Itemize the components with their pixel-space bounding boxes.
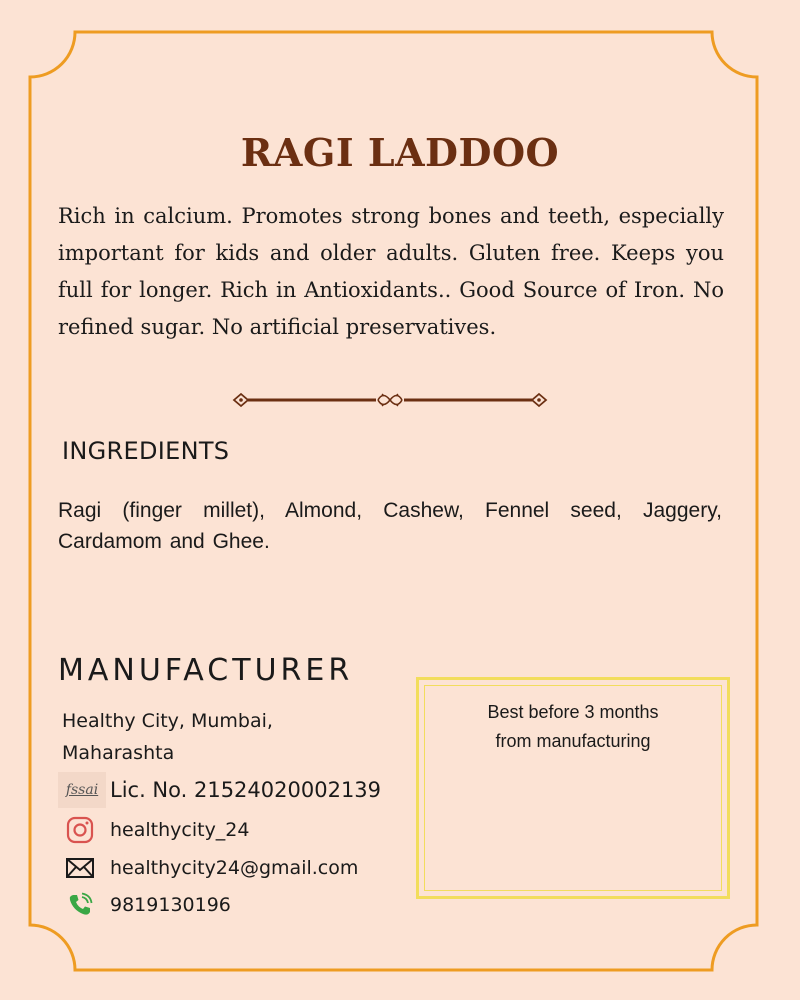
instagram-handle[interactable]: healthycity_24	[110, 819, 250, 841]
email-address[interactable]: healthycity24@gmail.com	[110, 857, 359, 879]
ornamental-divider	[230, 385, 550, 415]
license-row	[58, 772, 381, 808]
license-number: Lic. No. 21524020002139	[110, 778, 382, 802]
phone-row[interactable]	[58, 888, 231, 922]
best-before-line-2: from manufacturing	[495, 731, 651, 751]
address-line-2: Maharashta	[62, 742, 175, 764]
best-before-text	[419, 698, 727, 756]
email-row[interactable]	[58, 851, 358, 885]
best-before-line-1: Best before 3 months	[487, 702, 659, 722]
phone-number[interactable]: 9819130196	[110, 894, 231, 916]
mail-icon	[58, 851, 102, 885]
product-description: Rich in calcium. Promotes strong bones and teeth, especially important for kids and older adults. Gluten free. Keeps you full for longer. Rich in Antioxidants.. Good Source of Iron. No refined sugar. No artificial preservatives.	[58, 204, 724, 339]
instagram-row[interactable]	[58, 813, 250, 847]
ingredients-text: Ragi (finger millet), Almond, Cashew, Fennel seed, Jaggery, Cardamom and Ghee.	[58, 499, 722, 553]
best-before-box	[416, 677, 730, 899]
manufacturer-heading: MANUFACTURER	[58, 653, 354, 688]
instagram-icon	[58, 813, 102, 847]
manufacturer-address	[62, 705, 362, 769]
fssai-logo: fssai	[58, 772, 106, 808]
product-title: RAGI LADDOO	[240, 130, 560, 175]
phone-icon	[58, 888, 102, 922]
ingredients-heading: INGREDIENTS	[62, 437, 230, 465]
address-line-1: Healthy City, Mumbai,	[62, 710, 273, 732]
